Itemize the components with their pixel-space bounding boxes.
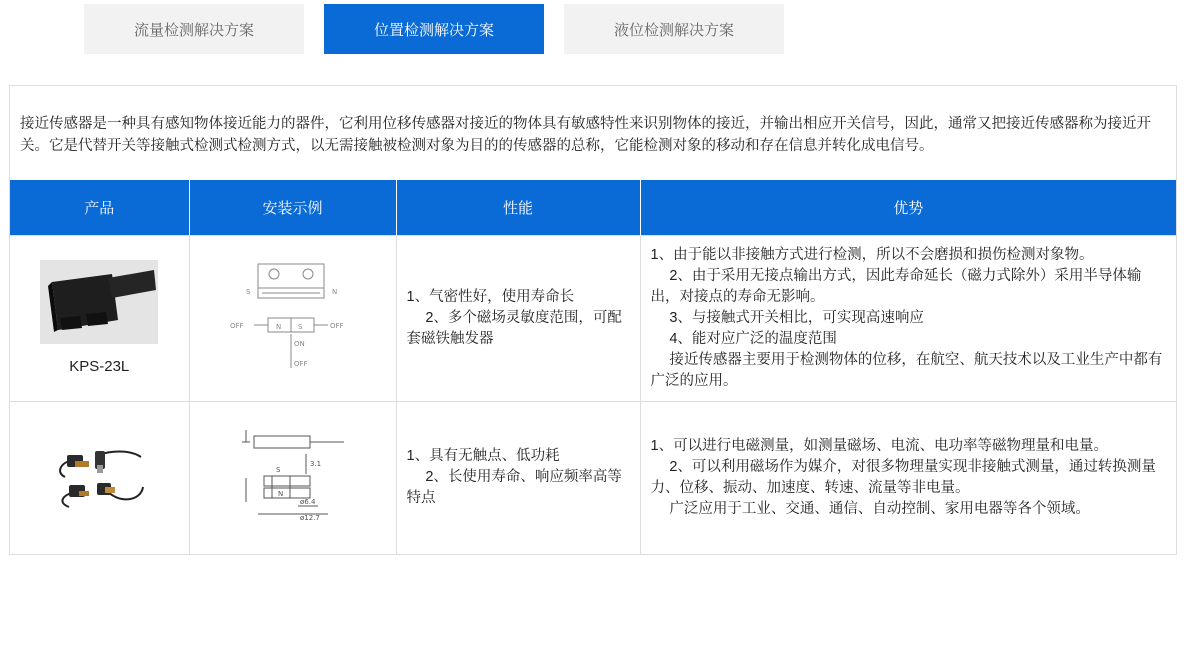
svg-text:N: N [275, 322, 281, 331]
reed-sensor-image [40, 260, 158, 344]
header-product: 产品 [10, 180, 189, 235]
install-diagram [228, 256, 358, 374]
dim-label-outer-diameter: ø12.7 [299, 514, 320, 523]
diagram-label-off-left: OFF [229, 321, 244, 330]
product-cell [10, 235, 189, 401]
advantage-line: 广泛应用于工业、交通、通信、自动控制、家用电器等各个领域。 [669, 500, 1090, 517]
hall-sensors-image [49, 443, 149, 513]
diagram-label-off-bottom: OFF [293, 359, 308, 368]
tab-level-detection[interactable]: 液位检测解决方案 [564, 4, 784, 54]
performance-line: 1、气密性好，使用寿命长 [406, 288, 575, 305]
install-example-cell [189, 235, 396, 401]
header-performance: 性能 [396, 180, 640, 235]
advantage-line: 1、可以进行电磁测量，如测量磁场、电流、电功率等磁物理量和电量。 [650, 437, 1109, 454]
performance-cell [396, 235, 640, 401]
header-advantages: 优势 [640, 180, 1176, 235]
advantage-line: 2、可以利用磁场作为媒介，对很多物理量实现非接触式测量，通过转换测量力、位移、振动、加速度、转速、流量等非电量。 [650, 458, 1156, 496]
table-row [10, 235, 1176, 401]
advantages-cell [640, 401, 1176, 554]
performance-line: 2、多个磁场灵敏度范围，可配套磁铁触发器 [406, 309, 622, 347]
product-name: KPS-23L [69, 357, 130, 375]
advantage-line: 接近传感器主要用于检测物体的位移，在航空、航天技术以及工业生产中都有广泛的应用。 [650, 351, 1163, 389]
install-example-cell [189, 401, 396, 554]
dim-label-s: S [275, 466, 280, 475]
tab-flow-detection[interactable]: 流量检测解决方案 [84, 4, 304, 54]
header-install-example: 安装示例 [189, 180, 396, 235]
svg-text:S: S [297, 322, 302, 331]
advantage-line: 4、能对应广泛的温度范围 [669, 330, 837, 347]
content-panel [9, 85, 1177, 555]
table-row [10, 401, 1176, 554]
product-table [10, 180, 1176, 554]
product-cell [10, 401, 189, 554]
advantage-line: 3、与接触式开关相比，可实现高速响应 [669, 309, 924, 326]
intro-text: 接近传感器是一种具有感知物体接近能力的器件，它利用位移传感器对接近的物体具有敏感特性来识别物体的接近，并输出相应开关信号，因此，通常又把接近传感器称为接近开关。它是代替开关等接触式检测式检测方式，以无需接触被检测对象为目的的传感器的总称，它能检测对象的移动和存在信息并转化成电信号。 [20, 116, 1151, 154]
performance-cell [396, 401, 640, 554]
performance-line: 1、具有无触点、低功耗 [406, 448, 560, 465]
advantages-cell [640, 235, 1176, 401]
table-header-row [10, 180, 1176, 235]
solution-tabs [84, 4, 784, 54]
performance-line: 2、长使用寿命、响应频率高等特点 [406, 469, 622, 507]
diagram-label-on: ON [293, 339, 305, 348]
dim-label-inner-diameter: ø6.4 [299, 498, 315, 507]
diagram-label-s: S [245, 287, 250, 296]
diagram-label-n: N [331, 287, 337, 296]
tab-position-detection[interactable]: 位置检测解决方案 [324, 4, 544, 54]
dimension-diagram [238, 426, 348, 522]
advantage-line: 2、由于采用无接点输出方式，因此寿命延长（磁力式除外）采用半导体输出，对接点的寿命无影响。 [650, 267, 1142, 305]
advantage-line: 1、由于能以非接触方式进行检测，所以不会磨损和损伤检测对象物。 [650, 246, 1094, 263]
diagram-label-off-right: OFF [329, 321, 344, 330]
dim-label-n: N [277, 490, 283, 499]
dim-label-height: 3.1 [309, 460, 321, 469]
